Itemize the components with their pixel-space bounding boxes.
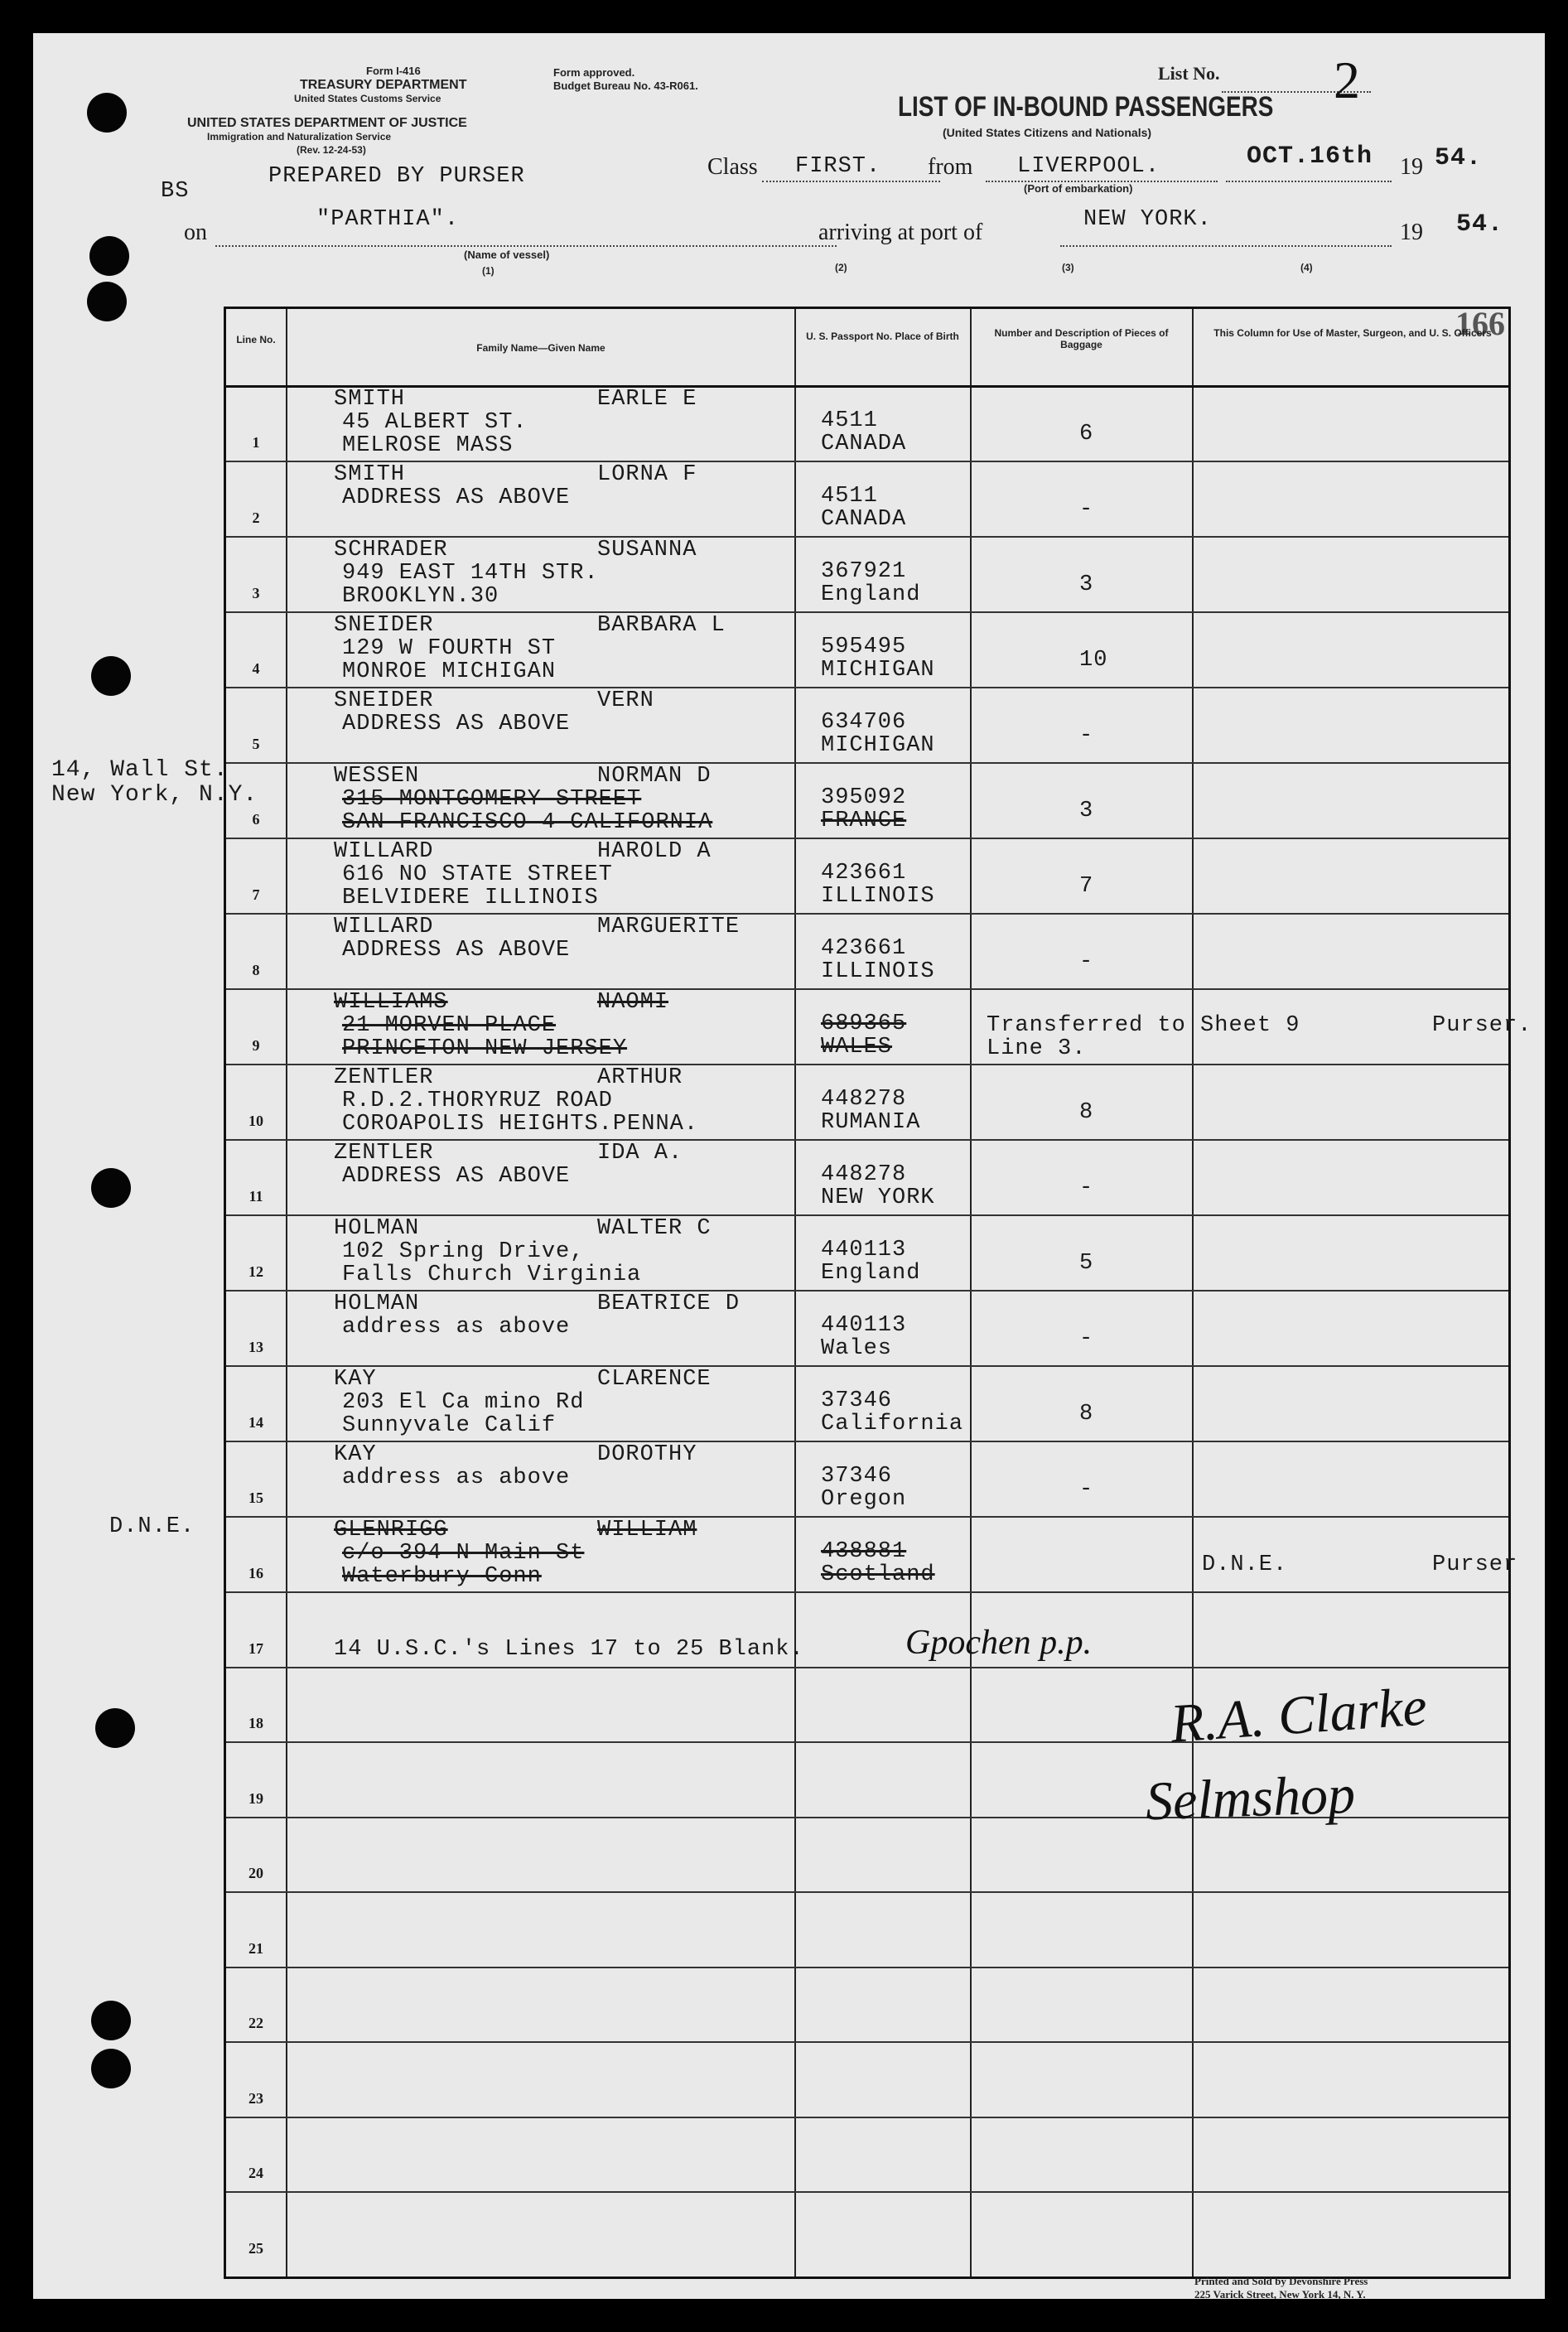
address-line-1: ADDRESS AS ABOVE [342, 712, 571, 736]
given-name: MARGUERITE [597, 915, 741, 939]
address-line-2: SAN FRANCISCO 4 CALIFORNIA [342, 810, 713, 835]
passport-number: 367921 [821, 559, 907, 584]
address-line-2: BROOKLYN.30 [342, 584, 499, 609]
address-line-1: 315 MONTGOMERY STREET [342, 787, 642, 812]
binder-hole [91, 2049, 131, 2088]
from-value: LIVERPOOL. [1017, 154, 1160, 179]
page-title: LIST OF IN-BOUND PASSENGERS [898, 91, 1274, 123]
table-row [226, 385, 1508, 461]
header-baggage: Number and Description of Pieces of Baggage [994, 327, 1169, 350]
baggage-count: - [1079, 723, 1094, 748]
baggage-count: - [1079, 1477, 1094, 1502]
address-line-1: 203 El Ca mino Rd [342, 1390, 585, 1415]
line-number: 9 [252, 1037, 260, 1054]
class-value: FIRST. [795, 154, 881, 179]
line-number: 5 [252, 736, 260, 752]
passport-number: 440113 [821, 1238, 907, 1263]
given-name: NAOMI [597, 990, 669, 1015]
budget-bureau: Budget Bureau No. 43-R061. [553, 80, 698, 92]
line-number: 21 [248, 1939, 263, 1957]
place-of-birth: MICHIGAN [821, 733, 935, 758]
line-number: 17 [248, 1639, 263, 1657]
passenger-table [224, 305, 1532, 2279]
family-name: KAY [334, 1367, 377, 1392]
place-of-birth: RUMANIA [821, 1110, 921, 1135]
family-name: ZENTLER [334, 1065, 434, 1090]
address-line-2: COROAPOLIS HEIGHTS.PENNA. [342, 1112, 699, 1137]
arrival-port: NEW YORK. [1083, 207, 1212, 232]
address-line-1: 45 ALBERT ST. [342, 410, 528, 435]
table-row [226, 1139, 1508, 1214]
line-number: 23 [248, 2089, 263, 2107]
bs-marker: BS [161, 179, 190, 204]
given-name: IDA A. [597, 1141, 683, 1166]
col2-num: (2) [835, 262, 847, 273]
binder-hole [87, 282, 127, 321]
line-number: 15 [248, 1489, 263, 1506]
form-number: Form I-416 [366, 65, 421, 77]
binder-hole [89, 236, 129, 276]
given-name: LORNA F [597, 462, 697, 487]
year-1: 54. [1435, 144, 1483, 172]
date-value: OCT.16th [1247, 142, 1373, 171]
list-number: 2 [1334, 51, 1360, 109]
baggage-count: - [1079, 1326, 1094, 1351]
binder-hole [91, 656, 131, 696]
year-prefix-2: 19 [1400, 220, 1423, 245]
vessel-label: (Name of vessel) [464, 249, 550, 261]
document-page [33, 33, 1545, 2299]
printer-line-1: Printed and Sold by Devonshire Press [1194, 2275, 1368, 2287]
line-number: 25 [248, 2239, 263, 2257]
given-name: DOROTHY [597, 1442, 697, 1467]
address-line-1: ADDRESS AS ABOVE [342, 1164, 571, 1189]
given-name: SUSANNA [597, 538, 697, 562]
table-row [226, 2191, 1508, 2267]
margin-note-address-2: New York, N.Y. [51, 782, 258, 808]
port-embarkation-label: (Port of embarkation) [1024, 182, 1133, 195]
table-row [226, 536, 1508, 611]
margin-note-address-1: 14, Wall St. [51, 757, 229, 783]
line-number: 24 [248, 2165, 263, 2181]
table-row [226, 687, 1508, 762]
passport-number: 37346 [821, 1464, 893, 1489]
baggage-count: 6 [1079, 422, 1094, 447]
table-row [226, 1441, 1508, 1516]
place-of-birth: Oregon [821, 1487, 907, 1512]
passport-number: 423661 [821, 936, 907, 961]
vessel-name: "PARTHIA". [316, 207, 460, 232]
place-of-birth: NEW YORK [821, 1185, 935, 1210]
baggage-count: 8 [1079, 1402, 1094, 1427]
table-row [226, 838, 1508, 913]
baggage-count: 5 [1079, 1251, 1094, 1276]
family-name: WESSEN [334, 764, 420, 789]
given-name: EARLE E [597, 387, 697, 412]
address-line-1: 21 MORVEN PLACE [342, 1013, 557, 1038]
line17-text: 14 U.S.C.'s Lines 17 to 25 Blank. [334, 1637, 804, 1662]
given-name: BARBARA L [597, 613, 726, 638]
passport-number: 634706 [821, 710, 907, 735]
place-of-birth: England [821, 582, 921, 607]
line-number: 12 [248, 1263, 263, 1280]
header-passport: U. S. Passport No. Place of Birth [806, 331, 959, 342]
table-row [226, 611, 1508, 687]
address-line-2: MONROE MICHIGAN [342, 659, 557, 684]
place-of-birth: Scotland [821, 1562, 935, 1587]
officer-note: Purser. [1432, 1013, 1532, 1038]
header-name: Family Name—Given Name [476, 342, 605, 354]
address-line-1: address as above [342, 1465, 571, 1490]
officer-note-prefix: D.N.E. [1202, 1552, 1288, 1577]
given-name: WILLIAM [597, 1518, 697, 1543]
table-row [226, 1064, 1508, 1139]
passport-number: 448278 [821, 1087, 907, 1112]
year-2: 54. [1456, 210, 1504, 239]
family-name: SNEIDER [334, 688, 434, 713]
line-number: 16 [248, 1565, 263, 1581]
margin-note-dne: D.N.E. [109, 1514, 195, 1539]
passport-number: 37346 [821, 1388, 893, 1413]
passport-number: 438881 [821, 1539, 907, 1564]
family-name: WILLARD [334, 915, 434, 939]
baggage-note-line: Line 3. [987, 1036, 1087, 1061]
line-number: 7 [252, 886, 260, 903]
revision: (Rev. 12-24-53) [297, 144, 366, 156]
line-number: 2 [252, 509, 260, 526]
address-line-1: ADDRESS AS ABOVE [342, 938, 571, 963]
address-line-2: PRINCETON NEW JERSEY [342, 1036, 628, 1061]
table-row [226, 913, 1508, 988]
line-number: 18 [248, 1715, 263, 1731]
given-name: VERN [597, 688, 654, 713]
passport-number: 689365 [821, 1011, 907, 1036]
given-name: CLARENCE [597, 1367, 712, 1392]
family-name: HOLMAN [334, 1216, 420, 1241]
address-line-1: R.D.2.THORYRUZ ROAD [342, 1089, 613, 1113]
line-number: 14 [248, 1414, 263, 1431]
address-line-1: ADDRESS AS ABOVE [342, 485, 571, 510]
family-name: GLENRIGG [334, 1518, 448, 1543]
given-name: BEATRICE D [597, 1292, 741, 1316]
line-number: 19 [248, 1789, 263, 1807]
baggage-count: - [1079, 497, 1094, 522]
place-of-birth: CANADA [821, 432, 907, 456]
family-name: SMITH [334, 462, 406, 487]
header-line-no: Line No. [236, 334, 276, 345]
page-subtitle: (United States Citizens and Nationals) [943, 126, 1152, 139]
family-name: WILLARD [334, 839, 434, 864]
line-number: 11 [248, 1188, 263, 1205]
on-label: on [184, 220, 207, 245]
baggage-note: Transferred to Sheet 9 [987, 1013, 1300, 1038]
baggage-count: 3 [1079, 799, 1094, 823]
table-row [226, 1967, 1508, 2042]
baggage-count: 3 [1079, 572, 1094, 597]
immigration-service: Immigration and Naturalization Service [207, 131, 392, 142]
col3-num: (3) [1062, 262, 1074, 273]
printer-line-2: 225 Varick Street, New York 14, N. Y. [1194, 2288, 1366, 2301]
table-row [226, 988, 1532, 1064]
table-row [226, 1516, 1518, 1591]
address-line-2: MELROSE MASS [342, 433, 514, 458]
given-name: NORMAN D [597, 764, 712, 789]
line-number: 6 [252, 811, 260, 828]
arriving-label: arriving at port of [818, 220, 983, 245]
address-line-1: address as above [342, 1315, 571, 1340]
address-line-1: 129 W FOURTH ST [342, 636, 557, 661]
col1-num: (1) [482, 265, 495, 277]
baggage-count: 8 [1079, 1100, 1094, 1125]
baggage-count: - [1079, 1176, 1094, 1200]
table-row [226, 1891, 1508, 1967]
given-name: WALTER C [597, 1216, 712, 1241]
family-name: SNEIDER [334, 613, 434, 638]
officer-note: Purser [1432, 1552, 1518, 1577]
passport-number: 448278 [821, 1162, 907, 1187]
place-of-birth: Wales [821, 1336, 893, 1361]
year-prefix-1: 19 [1400, 154, 1423, 180]
table-row [226, 2117, 1508, 2192]
family-name: KAY [334, 1442, 377, 1467]
address-line-1: 949 EAST 14TH STR. [342, 561, 599, 586]
line-number: 13 [248, 1339, 263, 1355]
justice-dept: UNITED STATES DEPARTMENT OF JUSTICE [187, 116, 467, 130]
list-no-label: List No. [1158, 63, 1220, 84]
binder-hole [95, 1708, 135, 1748]
line-number: 22 [248, 2015, 263, 2031]
family-name: ZENTLER [334, 1141, 434, 1166]
class-label: Class [707, 154, 758, 180]
address-line-2: Falls Church Virginia [342, 1263, 642, 1287]
stamp-number: 166 [1455, 305, 1505, 342]
form-approved: Form approved. [553, 66, 635, 79]
officer-signature-1: R.A. Clarke [1168, 1676, 1429, 1755]
customs-service: United States Customs Service [294, 93, 441, 104]
baggage-count: - [1079, 949, 1094, 974]
binder-hole [91, 1168, 131, 1208]
officer-signature-2: Selmshop [1144, 1764, 1357, 1832]
binder-hole [87, 93, 127, 133]
passport-number: 4511 [821, 408, 878, 433]
passport-number: 4511 [821, 484, 878, 509]
binder-hole [91, 2001, 131, 2040]
family-name: WILLIAMS [334, 990, 448, 1015]
baggage-count: 7 [1079, 874, 1094, 899]
place-of-birth: CANADA [821, 507, 907, 532]
table-row [226, 1365, 1508, 1441]
line-number: 4 [252, 660, 260, 677]
prepared-by: PREPARED BY PURSER [268, 164, 525, 189]
place-of-birth: ILLINOIS [821, 884, 935, 909]
place-of-birth: FRANCE [821, 809, 907, 833]
table-row [226, 762, 1508, 838]
address-line-2: Sunnyvale Calif [342, 1413, 557, 1438]
family-name: SCHRADER [334, 538, 448, 562]
table-row [226, 1290, 1508, 1365]
address-line-1: 616 NO STATE STREET [342, 862, 613, 887]
passport-number: 423661 [821, 861, 907, 886]
treasury-dept: TREASURY DEPARTMENT [300, 78, 467, 92]
place-of-birth: California [821, 1412, 964, 1436]
given-name: ARTHUR [597, 1065, 683, 1090]
passport-number: 595495 [821, 635, 907, 659]
line-number: 3 [252, 585, 260, 601]
line-number: 8 [252, 962, 260, 978]
table-row [226, 2041, 1508, 2117]
place-of-birth: WALES [821, 1035, 893, 1060]
passport-number: 440113 [821, 1313, 907, 1338]
place-of-birth: MICHIGAN [821, 658, 935, 683]
passport-number: 395092 [821, 785, 907, 810]
address-line-1: c/o 394 N Main St [342, 1541, 585, 1566]
table-row [226, 1214, 1508, 1290]
line-number: 1 [252, 434, 260, 451]
table-row [226, 461, 1508, 536]
address-line-2: Waterbury Conn [342, 1564, 542, 1589]
family-name: SMITH [334, 387, 406, 412]
place-of-birth: ILLINOIS [821, 959, 935, 984]
line-number: 10 [248, 1113, 263, 1129]
header-officers: This Column for Use of Master, Surgeon, and U. S. Officers [1213, 327, 1492, 339]
family-name: HOLMAN [334, 1292, 420, 1316]
from-label: from [928, 154, 973, 180]
address-line-1: 102 Spring Drive, [342, 1239, 585, 1264]
place-of-birth: England [821, 1261, 921, 1286]
address-line-2: BELVIDERE ILLINOIS [342, 886, 599, 910]
given-name: HAROLD A [597, 839, 712, 864]
purser-signature: Gpochen p.p. [905, 1624, 1093, 1662]
baggage-count: 10 [1079, 648, 1108, 673]
line-number: 20 [248, 1865, 263, 1881]
col4-num: (4) [1300, 262, 1313, 273]
